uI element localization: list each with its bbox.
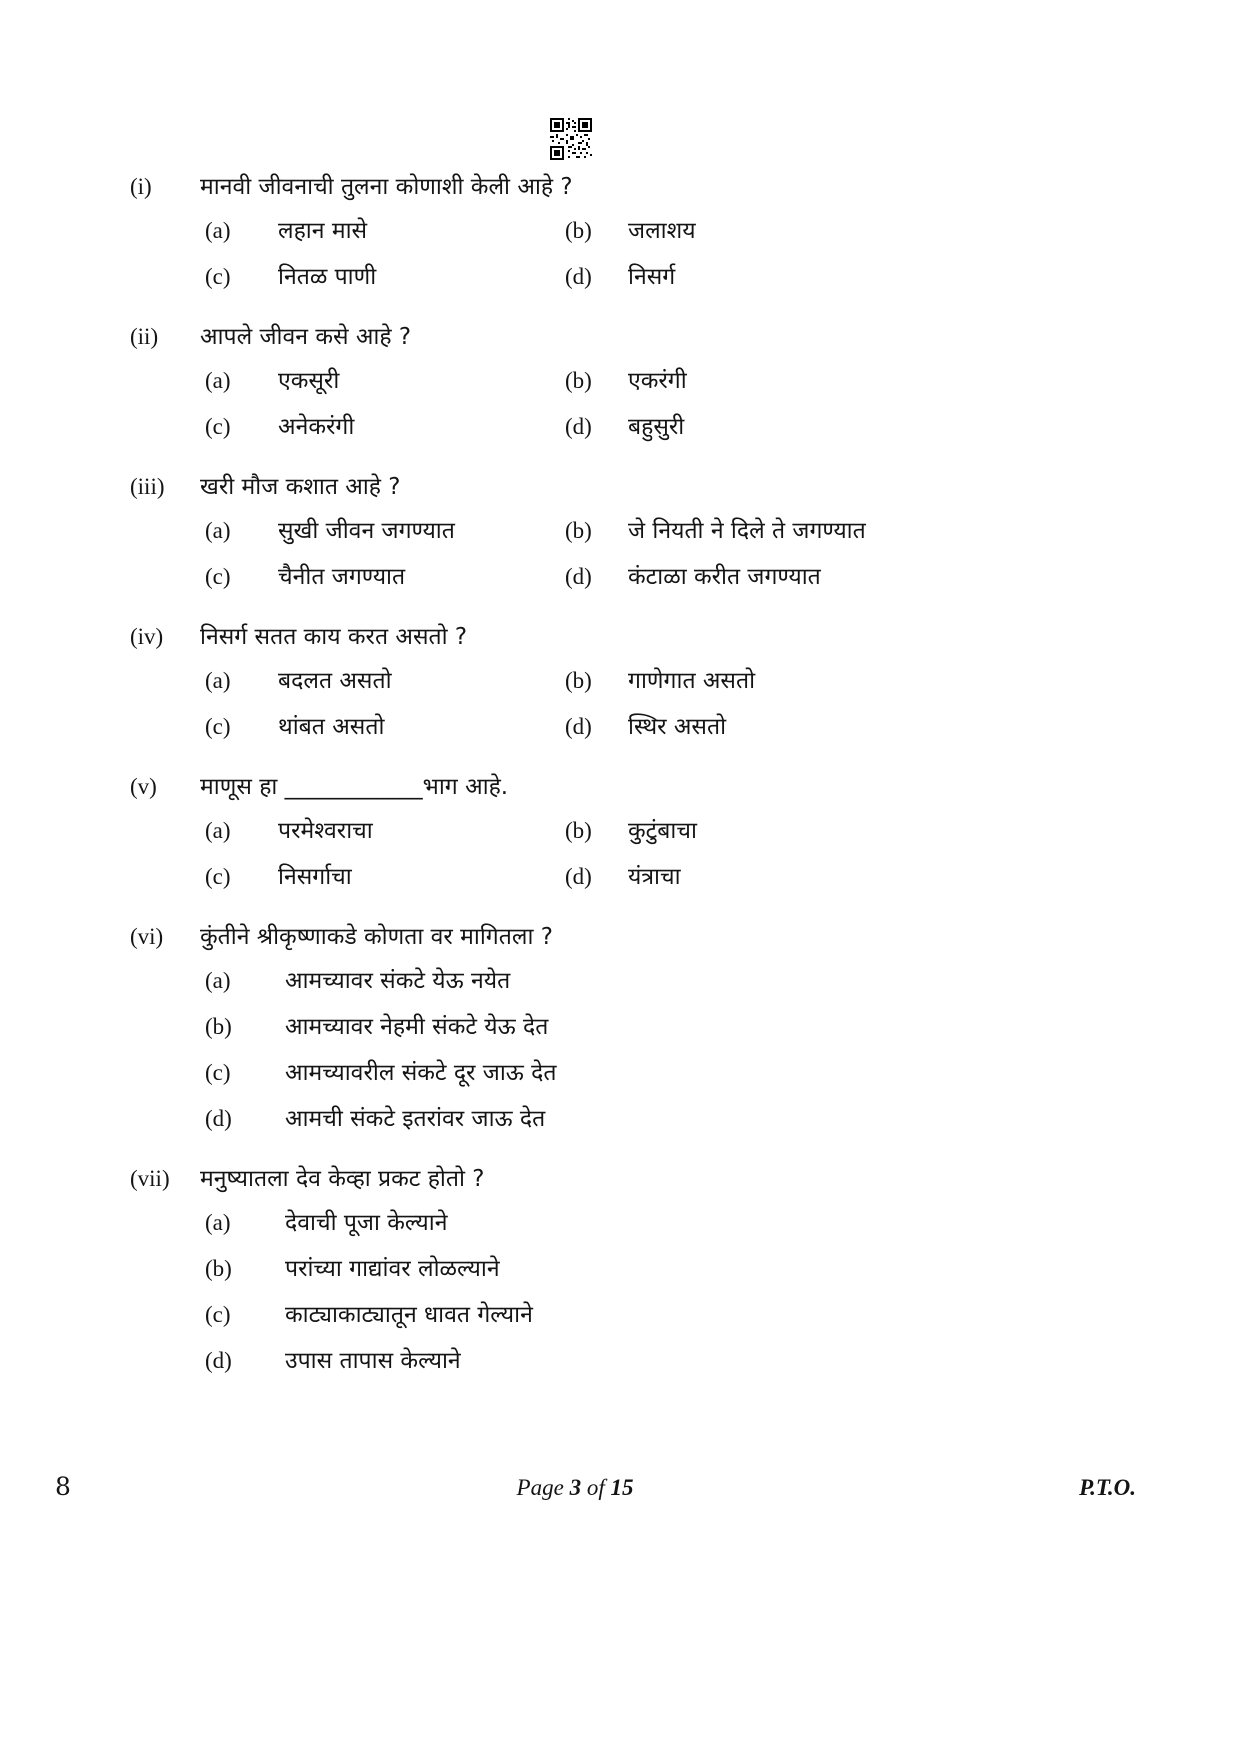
marks-number: 8	[55, 1472, 71, 1501]
qr-code-icon	[550, 118, 592, 160]
question-block	[130, 622, 1181, 742]
page-total: 15	[610, 1475, 634, 1500]
option-text: बहुसुरी	[628, 414, 685, 440]
option-text: गाणेगात असतो	[628, 668, 756, 694]
question-text: मनुष्यातला देव केव्हा प्रकट होतो ?	[200, 1166, 485, 1192]
option-text: अनेकरंगी	[278, 414, 355, 440]
option-text: कुटुंबाचा	[628, 818, 697, 844]
option-text: लहान मासे	[278, 218, 368, 244]
option-label: (a)	[205, 368, 231, 393]
question-block	[130, 772, 1181, 892]
option-label: (c)	[205, 414, 231, 439]
option-label: (d)	[205, 1106, 232, 1131]
option-label: (a)	[205, 1210, 231, 1235]
option-text: निसर्गाचा	[278, 864, 352, 890]
option-text: बदलत असतो	[278, 668, 392, 694]
question-text: निसर्ग सतत काय करत असतो ?	[200, 624, 468, 650]
option-text: यंत्राचा	[628, 864, 681, 890]
option-text: जे नियती ने दिले ते जगण्यात	[628, 518, 866, 544]
option-text: आमची संकटे इतरांवर जाऊ देत	[285, 1106, 546, 1132]
option-label: (d)	[565, 864, 592, 889]
option-text: उपास तापास केल्याने	[285, 1348, 461, 1374]
question-text: कुंतीने श्रीकृष्णाकडे कोणता वर मागितला ?	[200, 924, 553, 950]
question-block	[130, 322, 1181, 442]
question-options	[205, 816, 1181, 892]
option-label: (d)	[565, 714, 592, 739]
option-label: (d)	[565, 264, 592, 289]
question-row	[130, 1164, 1181, 1194]
question-row	[130, 772, 1181, 802]
option-text: काट्याकाट्यातून धावत गेल्याने	[285, 1302, 533, 1328]
option-label: (a)	[205, 218, 231, 243]
option-label: (c)	[205, 1302, 231, 1327]
option-text: परमेश्वराचा	[278, 818, 373, 844]
option-text: चैनीत जगण्यात	[278, 564, 406, 590]
page-label: Page	[516, 1475, 570, 1500]
option-text: एकसूरी	[278, 368, 340, 394]
question-number: (iv)	[130, 624, 164, 649]
option-label: (d)	[565, 414, 592, 439]
option-text: निसर्ग	[628, 264, 676, 290]
pto-label: P.T.O.	[1079, 1475, 1136, 1500]
option-label: (a)	[205, 518, 231, 543]
option-label: (a)	[205, 818, 231, 843]
question-number: (vi)	[130, 924, 164, 949]
option-label: (c)	[205, 714, 231, 739]
option-text: आमच्यावर नेहमी संकटे येऊ देत	[285, 1014, 549, 1040]
option-label: (d)	[205, 1348, 232, 1373]
question-options	[205, 216, 1181, 292]
page-footer	[0, 1472, 1241, 1501]
question-row	[130, 172, 1181, 202]
question-number: (i)	[130, 174, 152, 199]
question-text: खरी मौज कशात आहे ?	[200, 474, 401, 500]
option-label: (b)	[565, 518, 592, 543]
question-text: माणूस हा ____________भाग आहे.	[200, 774, 509, 800]
question-number: (ii)	[130, 324, 159, 349]
question-block	[130, 172, 1181, 292]
question-block	[130, 922, 1181, 1134]
option-label: (b)	[205, 1014, 232, 1039]
option-text: एकरंगी	[628, 368, 687, 394]
option-text: आमच्यावर संकटे येऊ नयेत	[285, 968, 511, 994]
question-text: आपले जीवन कसे आहे ?	[200, 324, 412, 350]
option-text: देवाची पूजा केल्याने	[285, 1210, 448, 1236]
question-block	[130, 472, 1181, 592]
question-number: (vii)	[130, 1166, 170, 1191]
question-row	[130, 922, 1181, 952]
question-number: (v)	[130, 774, 157, 799]
question-row	[130, 472, 1181, 502]
option-text: स्थिर असतो	[628, 714, 727, 740]
question-number: (iii)	[130, 474, 165, 499]
question-text: मानवी जीवनाची तुलना कोणाशी केली आहे ?	[200, 174, 573, 200]
question-options	[205, 1208, 1181, 1376]
question-row	[130, 322, 1181, 352]
question-options	[205, 666, 1181, 742]
option-text: कंटाळा करीत जगण्यात	[628, 564, 821, 590]
question-block	[130, 1164, 1181, 1376]
option-label: (b)	[565, 668, 592, 693]
option-label: (c)	[205, 1060, 231, 1085]
question-options	[205, 516, 1181, 592]
option-text: सुखी जीवन जगण्यात	[278, 518, 455, 544]
option-label: (c)	[205, 864, 231, 889]
option-text: आमच्यावरील संकटे दूर जाऊ देत	[285, 1060, 557, 1086]
question-options	[205, 966, 1181, 1134]
option-label: (b)	[565, 818, 592, 843]
option-label: (d)	[565, 564, 592, 589]
question-options	[205, 366, 1181, 442]
page-of: of	[581, 1475, 611, 1500]
question-row	[130, 622, 1181, 652]
option-label: (b)	[565, 218, 592, 243]
option-text: परांच्या गाद्यांवर लोळल्याने	[285, 1256, 500, 1282]
option-label: (b)	[565, 368, 592, 393]
option-text: नितळ पाणी	[278, 264, 377, 290]
option-label: (b)	[205, 1256, 232, 1281]
option-text: जलाशय	[628, 218, 696, 244]
page-indicator	[517, 1475, 634, 1501]
option-label: (a)	[205, 668, 231, 693]
option-label: (a)	[205, 968, 231, 993]
page-current: 3	[569, 1475, 582, 1500]
option-label: (c)	[205, 264, 231, 289]
option-label: (c)	[205, 564, 231, 589]
option-text: थांबत असतो	[278, 714, 385, 740]
